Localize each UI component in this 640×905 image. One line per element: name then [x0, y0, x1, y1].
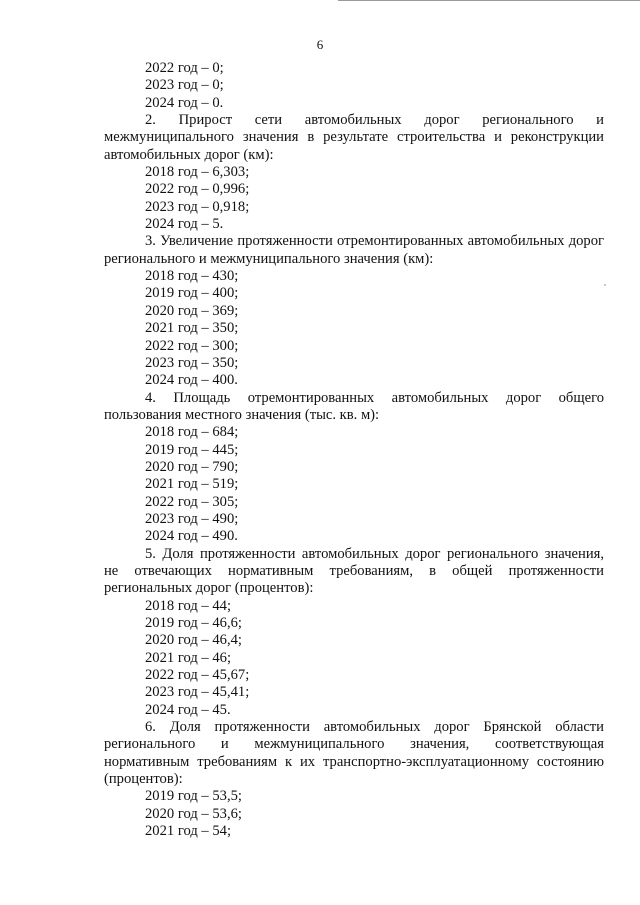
value-line: 2023 год – 0;: [145, 77, 224, 94]
value-line: 2024 год – 0.: [145, 94, 224, 111]
value-line: 2018 год – 6,303;: [145, 164, 250, 181]
value-line: 2022 год – 45,67;: [145, 667, 250, 684]
value-line: 2021 год – 350;: [145, 320, 239, 337]
value-line: 2022 год – 0;: [145, 60, 224, 76]
value-line: 2018 год – 44;: [145, 597, 232, 614]
value-line: 2023 год – 45,41;: [145, 684, 250, 701]
scan-top-edge-line: [338, 0, 640, 1]
value-line: 2019 год – 53,5;: [145, 788, 242, 805]
value-line: 2020 год – 790;: [145, 458, 239, 475]
indicator-paragraph: 4. Площадь отремонтированных автомобильных дорог общего пользования местного значения (тыс. кв. м):: [104, 389, 604, 423]
value-line: 2022 год – 305;: [145, 493, 239, 510]
value-line: 2021 год – 519;: [145, 476, 239, 493]
value-line: 2018 год – 430;: [145, 268, 239, 285]
value-line: 2021 год – 54;: [145, 823, 232, 840]
page-number: 6: [316, 37, 324, 52]
indicator-paragraph: 3. Увеличение протяженности отремонтированных автомобильных дорог регионального и межмуниципального значения (км):: [104, 233, 604, 267]
indicator-paragraph: 6. Доля протяженности автомобильных дорог Брянской области регионального и межмуниципального значения, соответствующая нормативным требованиям к их транспортно-эксплуатационному состоянию (процентов):: [104, 719, 604, 788]
value-line: 2024 год – 490.: [145, 528, 238, 545]
indicator-paragraph: 5. Доля протяженности автомобильных дорог регионального значения, не отвечающих нормативным требованиям, в общей протяженности региональных дорог (процентов):: [104, 545, 604, 597]
value-line: 2020 год – 53,6;: [145, 805, 242, 822]
value-line: 2023 год – 350;: [145, 354, 239, 371]
value-line: 2018 год – 684;: [145, 424, 239, 441]
value-line: 2024 год – 5.: [145, 216, 224, 233]
value-line: 2024 год – 400.: [145, 372, 238, 389]
value-line: 2021 год – 46;: [145, 649, 232, 666]
value-line: 2024 год – 45.: [145, 701, 231, 718]
value-line: 2022 год – 300;: [145, 337, 239, 354]
value-line: 2019 год – 46,6;: [145, 615, 242, 631]
value-line: 2023 год – 0,918;: [145, 198, 250, 215]
value-line: 2022 год – 0,996;: [145, 181, 250, 198]
value-line: 2019 год – 445;: [145, 441, 239, 458]
scan-speck: [604, 284, 606, 286]
value-line: 2023 год – 490;: [145, 510, 239, 527]
document-body: [104, 60, 604, 840]
value-line: 2020 год – 46,4;: [145, 632, 242, 649]
indicator-paragraph: 2. Прирост сети автомобильных дорог регионального и межмуниципального значения в результате строительства и реконструкции автомобильных дорог (км):: [104, 112, 604, 163]
value-line: 2020 год – 369;: [145, 302, 239, 319]
value-line: 2019 год – 400;: [145, 285, 239, 302]
